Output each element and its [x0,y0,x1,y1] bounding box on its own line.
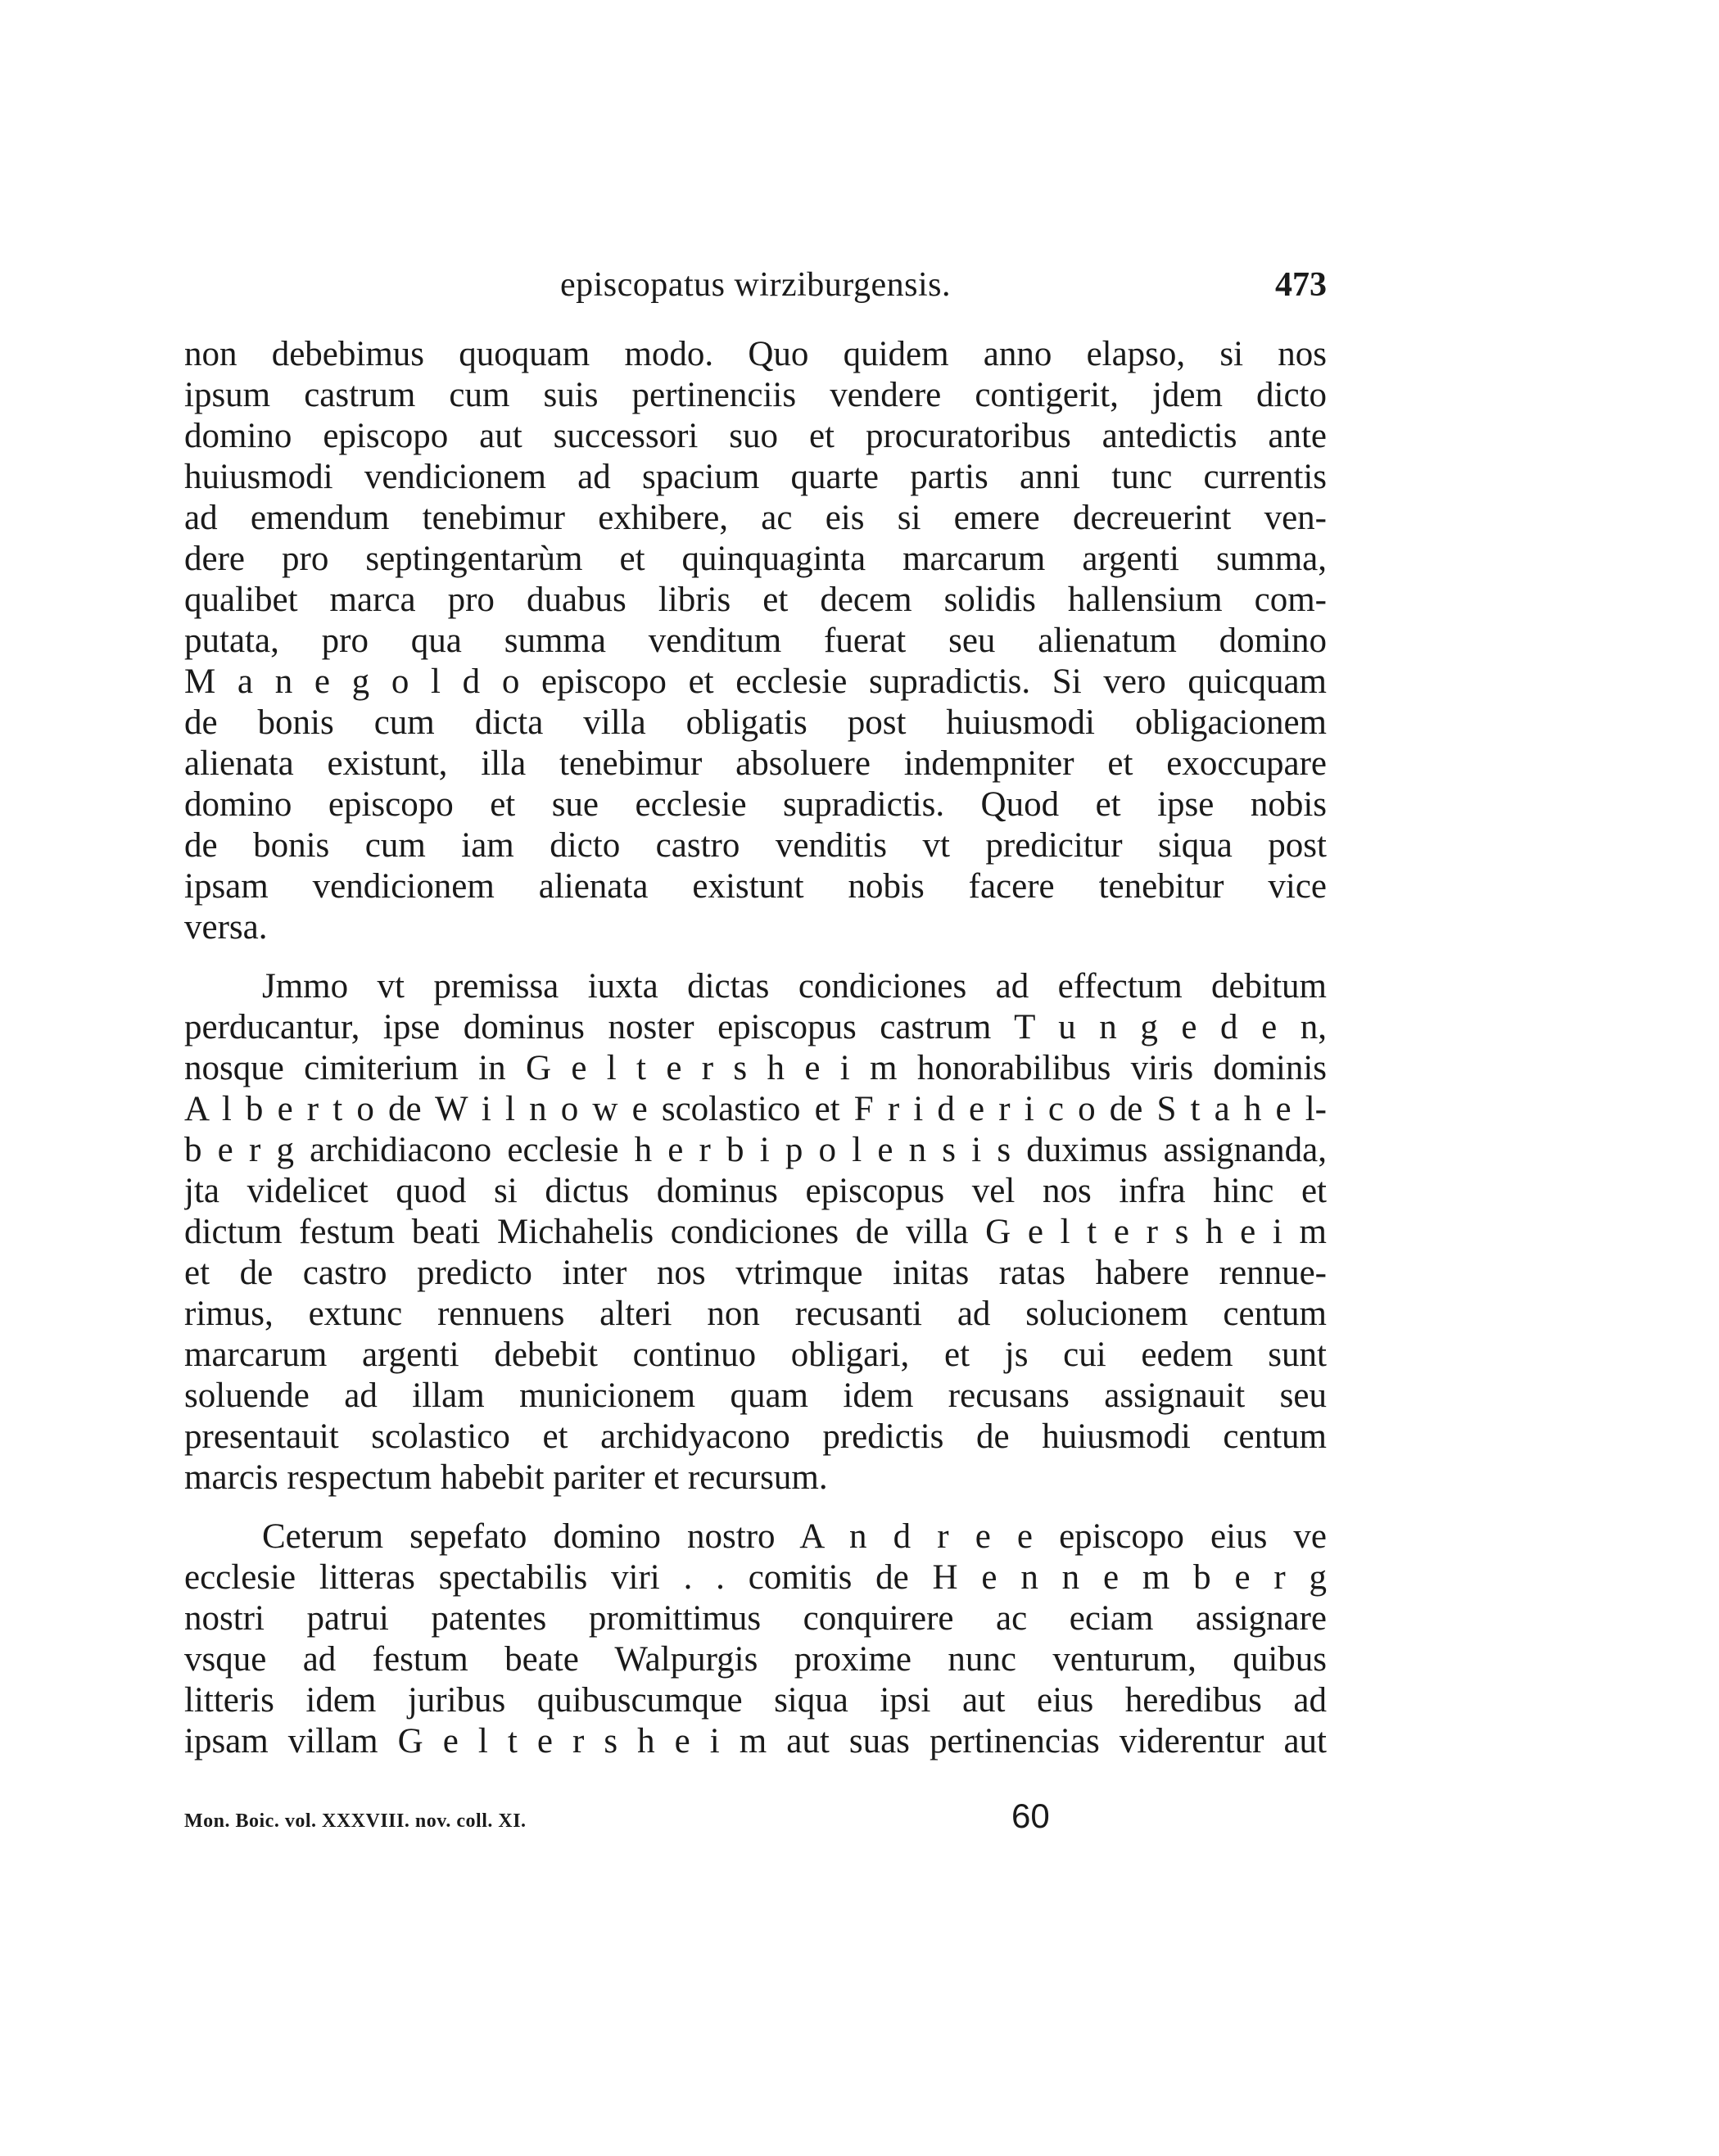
text-line: litteris idem juribus quibuscumque siqua ipsi aut eius heredibus ad [184,1681,1327,1720]
text-line: Ceterum sepefato domino nostro A n d r e e episcopo eius ve [262,1517,1327,1556]
text-line: rimus, extunc rennuens alteri non recusanti ad solucionem centum [184,1295,1327,1333]
text-line: nostri patrui patentes promittimus conquirere ac eciam assignare [184,1599,1327,1638]
text-line: marcis respectum habebit pariter et recursum. [184,1458,828,1497]
text-line: dere pro septingentarùm et quinquaginta marcarum argenti summa, [184,540,1327,578]
text-line: jta videlicet quod si dictus dominus episcopus vel nos infra hinc et [184,1172,1327,1210]
text-line: b e r g archidiacono ecclesie h e r b i p o l e n s i s duximus assignanda, [184,1131,1327,1169]
text-line: nosque cimiterium in G e l t e r s h e i m honorabilibus viris dominis [184,1049,1327,1087]
text-line: qualibet marca pro duabus libris et decem solidis hallensium com- [184,581,1327,619]
text-line: de bonis cum dicta villa obligatis post huiusmodi obligacionem [184,703,1327,742]
text-line: domino episcopo aut successori suo et procuratoribus antedictis ante [184,417,1327,455]
body-text [184,334,1327,1762]
text-line: ipsam vendicionem alienata existunt nobis facere tenebitur vice [184,867,1327,906]
paragraph [184,334,1327,948]
signature-mark: 60 [1011,1797,1050,1835]
text-line: ipsum castrum cum suis pertinenciis vendere contigerit, jdem dicto [184,376,1327,414]
text-line: ad emendum tenebimur exhibere, ac eis si emere decreuerint ven- [184,499,1327,537]
text-line: versa. [184,908,268,947]
page-number: 473 [1275,266,1327,304]
text-line: et de castro predicto inter nos vtrimque initas ratas habere rennue- [184,1254,1327,1292]
text-line: M a n e g o l d o episcopo et ecclesie supradictis. Si vero quicquam [184,662,1327,701]
text-line: perducantur, ipse dominus noster episcopus castrum T u n g e d e n, [184,1008,1327,1046]
page-header [184,260,1327,310]
text-line: A l b e r t o de W i l n o w e scolastico et F r i d e r i c o de S t a h e l- [184,1090,1327,1128]
paragraph-gap [184,1498,1327,1516]
text-line: domino episcopo et sue ecclesie supradictis. Quod et ipse nobis [184,785,1327,824]
text-line: presentauit scolastico et archidyacono predictis de huiusmodi centum [184,1417,1327,1456]
paragraph [184,966,1327,1498]
paragraph [184,1516,1327,1762]
text-line: dictum festum beati Michahelis condiciones de villa G e l t e r s h e i m [184,1213,1327,1251]
running-title: episcopatus wirziburgensis. [560,266,951,304]
text-line: de bonis cum iam dicto castro venditis vt predicitur siqua post [184,826,1327,865]
text-line: soluende ad illam municionem quam idem recusans assignauit seu [184,1376,1327,1415]
text-line: marcarum argenti debebit continuo obligari, et js cui eedem sunt [184,1336,1327,1374]
text-line: putata, pro qua summa venditum fuerat seu alienatum domino [184,621,1327,660]
text-line: ipsam villam G e l t e r s h e i m aut suas pertinencias viderentur aut [184,1722,1327,1761]
text-line: huiusmodi vendicionem ad spacium quarte partis anni tunc currentis [184,458,1327,496]
text-line: non debebimus quoquam modo. Quo quidem anno elapso, si nos [184,335,1327,373]
volume-reference: Mon. Boic. vol. XXXVIII. nov. coll. XI. [184,1810,527,1832]
text-line: ecclesie litteras spectabilis viri . . comitis de H e n n e m b e r g [184,1558,1327,1597]
text-line: vsque ad festum beate Walpurgis proxime nunc venturum, quibus [184,1640,1327,1679]
paragraph-gap [184,948,1327,966]
text-line: alienata existunt, illa tenebimur absoluere indempniter et exoccupare [184,744,1327,783]
text-line: Jmmo vt premissa iuxta dictas condiciones ad effectum debitum [262,967,1327,1006]
page-footer [184,1787,1327,1836]
